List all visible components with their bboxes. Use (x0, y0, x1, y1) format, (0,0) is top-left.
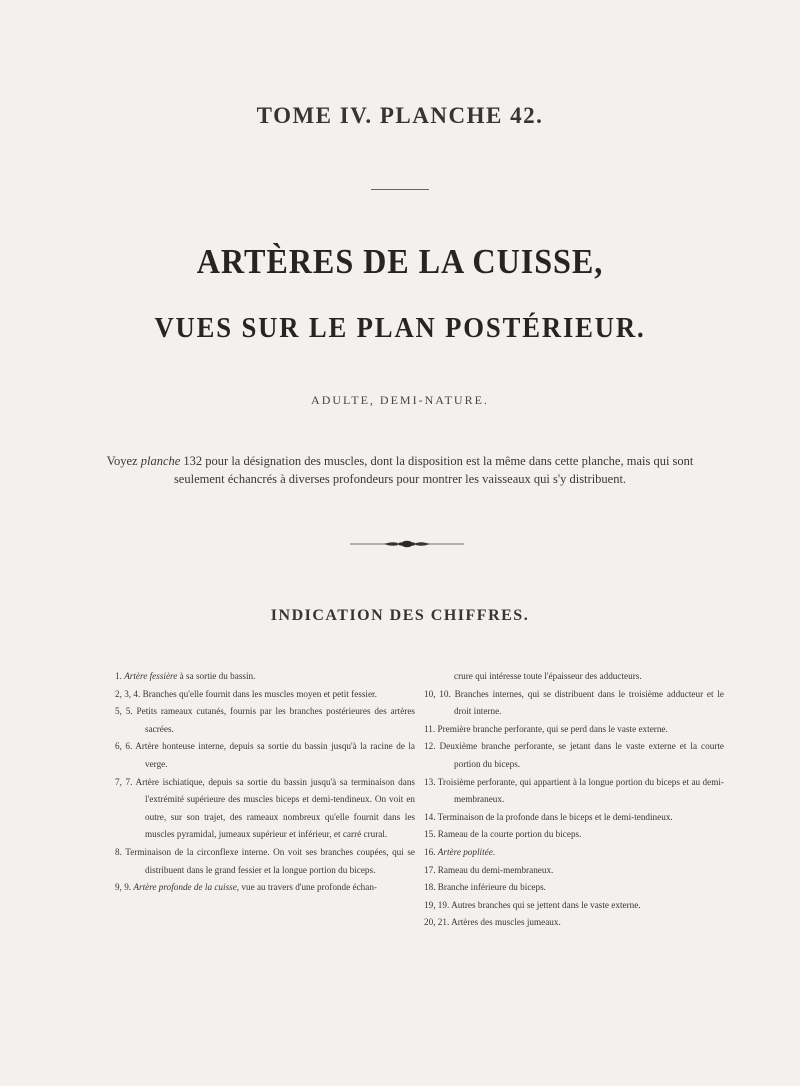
legend-text: Terminaison de la circonflexe interne. On voit ses branches coupées, qui se distribuent dans le grand fessier et la longue portion du biceps. (125, 846, 415, 875)
legend-number: 12. (424, 741, 440, 752)
legend-text: . (492, 846, 496, 857)
legend-number: 11. (424, 723, 438, 734)
subtitle: ADULTE, DEMI-NATURE. (311, 393, 489, 407)
legend-entry (424, 879, 724, 897)
legend-artery-name: Artère fessière (124, 671, 178, 681)
legend-number: 7, 7. (115, 776, 136, 787)
section-heading: INDICATION DES CHIFFRES. (270, 607, 530, 624)
legend-artery-name: Artère profonde de la cuisse (133, 882, 237, 893)
intro-line1-rest: 132 pour la désignation des muscles, dont la disposition est la même dans cette planche, mais qui sont (180, 454, 694, 468)
intro-paragraph (0, 452, 800, 488)
legend-text: Branche inférieure du biceps. (437, 882, 546, 893)
legend-number: 13. (424, 776, 438, 787)
legend-entry (424, 862, 724, 880)
legend-entry (115, 668, 415, 686)
legend-number: 19, 19. (424, 899, 452, 910)
legend-entry (424, 914, 724, 932)
ornament-divider (350, 538, 464, 550)
intro-prefix: Voyez (106, 454, 141, 468)
legend-number: 6, 6. (115, 741, 136, 752)
intro-planche-ref: planche (140, 454, 181, 468)
tome-heading: TOME IV. PLANCHE 42. (256, 103, 544, 128)
legend-entry (424, 897, 724, 915)
legend-number: 8. (115, 846, 126, 857)
divider-rule (371, 189, 429, 190)
legend-column-right (424, 668, 724, 932)
legend-entry (115, 686, 415, 704)
legend-number: 5, 5. (115, 706, 137, 717)
legend-entry (115, 844, 415, 879)
legend-number: 16. (424, 846, 438, 857)
legend-number: 14. (424, 811, 438, 822)
legend-entry (424, 721, 724, 739)
intro-line1 (0, 452, 800, 470)
legend-text: Artère ischiatique, depuis sa sortie du bassin jusqu'à sa terminaison dans l'extrémité supérieure des muscles biceps et demi-tendineux. On voit en outre, sur son trajet, des rameaux nombreux qu'elle fournit dans les muscles pyramidal, jumeaux supérieur et inférieur, et carré crural. (135, 776, 415, 840)
legend-entry (115, 738, 415, 773)
page-title-line2: VUES SUR LE PLAN POSTÉRIEUR. (154, 312, 646, 344)
legend-entry (424, 686, 724, 721)
legend-number: 18. (424, 882, 438, 893)
legend-artery-name: Artère poplitée (437, 846, 493, 857)
legend-text: , vue au travers d'une profonde échan- (236, 882, 377, 893)
legend-text: Rameau du demi-membraneux. (437, 864, 554, 875)
legend-text: Troisième perforante, qui appartient à la longue portion du biceps et au demi-membraneux. (437, 776, 724, 805)
legend-number: 1. (115, 671, 125, 681)
legend-number: 20, 21. (424, 917, 452, 928)
legend-text: Artère honteuse interne, depuis sa sortie du bassin jusqu'à la racine de la verge. (135, 741, 415, 769)
legend-entry (424, 738, 724, 773)
legend-entry (424, 668, 724, 686)
legend-entry (115, 703, 415, 738)
legend-text: Terminaison de la profonde dans le biceps et le demi-tendineux. (437, 811, 673, 822)
legend-number: 2, 3, 4. (115, 688, 143, 699)
page-title: ARTÈRES DE LA CUISSE, (196, 242, 604, 281)
legend-entry (115, 774, 415, 844)
legend-entry (424, 774, 724, 809)
legend-text: Autres branches qui se jettent dans le vaste externe. (451, 899, 641, 910)
legend-text: Artères des muscles jumeaux. (451, 917, 561, 928)
legend-text: Deuxième branche perforante, se jetant dans le vaste externe et la courte portion du biceps. (439, 741, 725, 769)
legend-text: Branches qu'elle fournit dans les muscles moyen et petit fessier. (142, 688, 377, 699)
legend-entry (424, 844, 724, 862)
legend-number: 17. (424, 864, 438, 875)
legend-text: à sa sortie du bassin. (177, 671, 256, 681)
legend-number: 15. (424, 829, 438, 840)
legend-entry (424, 809, 724, 827)
legend-text: Première branche perforante, qui se perd dans le vaste externe. (437, 723, 668, 734)
legend-column-left (115, 668, 415, 897)
legend-text: Branches internes, qui se distribuent dans le troisième adducteur et le droit interne. (454, 688, 724, 717)
legend-number: 10, 10. (424, 688, 455, 699)
legend-text: crure qui intéresse toute l'épaisseur des adducteurs. (454, 671, 642, 681)
intro-line2: seulement échancrés à diverses profondeurs pour montrer les vaisseaux qui s'y distribuent. (173, 472, 627, 486)
legend-number: 9, 9. (115, 882, 134, 893)
legend-entry (115, 879, 415, 897)
legend-text: Rameau de la courte portion du biceps. (437, 829, 582, 840)
legend-entry (424, 826, 724, 844)
legend-text: Petits rameaux cutanés, fournis par les branches postérieures des artères sacrées. (136, 706, 415, 734)
